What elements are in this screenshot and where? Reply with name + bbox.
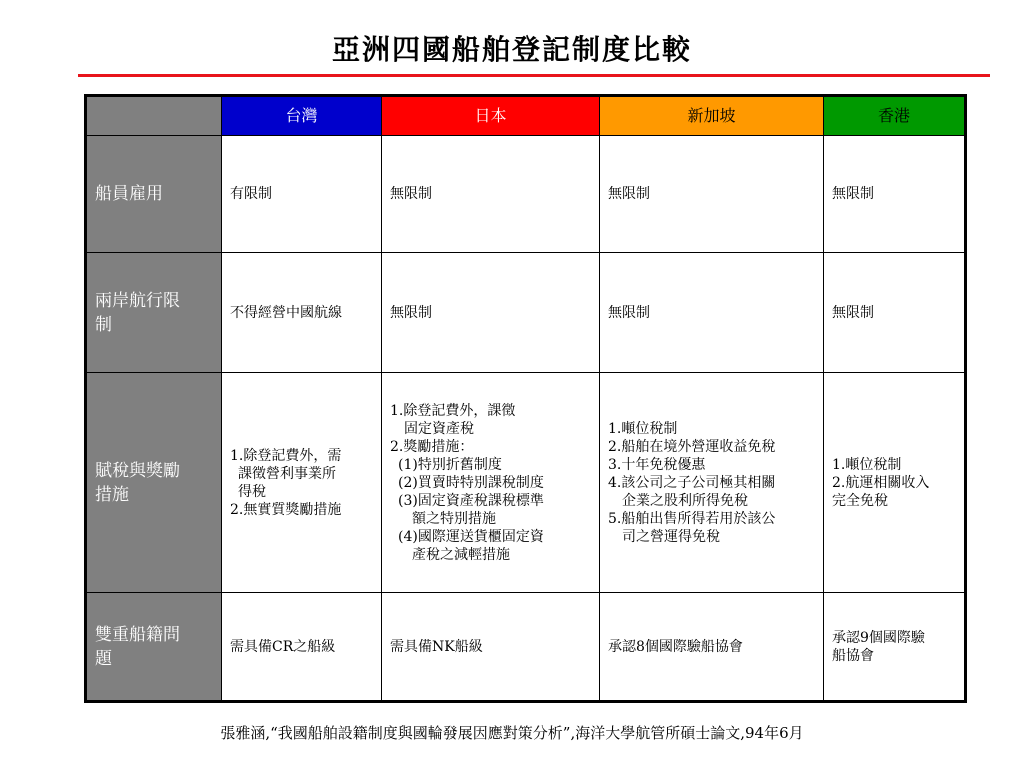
cell-taiwan: 需具備CR之船級 [222, 593, 382, 702]
cell-hongkong [824, 373, 966, 593]
cell-line: 產稅之減輕措施 [412, 546, 510, 563]
cell-line: (2)買賣時特別課稅制度 [398, 474, 544, 491]
row-label-line: 措施 [95, 484, 129, 505]
row-label-dual-registry [86, 593, 222, 702]
row-label-line: 賦稅與獎勵 [95, 460, 180, 481]
cell-line: 1.除登記費外，課徵 [390, 402, 516, 419]
cell-japan: 無限制 [382, 253, 600, 373]
cell-line: 2.無實質獎勵措施 [230, 501, 342, 518]
cell-line: 5.船舶出售所得若用於該公 [608, 510, 776, 527]
cell-line: (4)國際運送貨櫃固定資 [398, 528, 544, 545]
row-label-line: 制 [95, 314, 112, 335]
header-row [86, 96, 966, 136]
cell-japan: 無限制 [382, 136, 600, 253]
cell-line: 1.噸位稅制 [832, 456, 902, 473]
cell-line: 完全免稅 [832, 492, 888, 509]
title-divider [78, 74, 990, 77]
cell-line: 1.噸位稅制 [608, 420, 678, 437]
cell-line: 司之營運得免稅 [622, 528, 720, 545]
row-label-cross-strait [86, 253, 222, 373]
cell-line: 3.十年免稅優惠 [608, 456, 706, 473]
row-label-line: 兩岸航行限 [95, 290, 180, 311]
cell-singapore: 無限制 [600, 253, 824, 373]
row-label-line: 雙重船籍問 [95, 624, 180, 645]
row-label-line: 題 [95, 648, 112, 669]
table-row [86, 593, 966, 702]
cell-singapore: 承認8個國際驗船協會 [600, 593, 824, 702]
cell-line: 固定資產稅 [404, 420, 474, 437]
cell-japan [382, 373, 600, 593]
header-japan: 日本 [382, 96, 600, 136]
cell-line: (1)特別折舊制度 [398, 456, 502, 473]
cell-hongkong [824, 593, 966, 702]
cell-line: 船協會 [832, 647, 874, 664]
cell-line: 1.除登記費外，需 [230, 447, 342, 464]
header-corner [86, 96, 222, 136]
cell-line: 2.獎勵措施： [390, 438, 474, 455]
cell-line: 得稅 [238, 483, 266, 500]
cell-taiwan: 有限制 [222, 136, 382, 253]
table-row [86, 373, 966, 593]
cell-line: 4.該公司之子公司極其相關 [608, 474, 776, 491]
cell-line: 2.航運相關收入 [832, 474, 930, 491]
cell-hongkong: 無限制 [824, 253, 966, 373]
cell-taiwan: 不得經營中國航線 [222, 253, 382, 373]
header-singapore: 新加坡 [600, 96, 824, 136]
cell-japan: 需具備NK船級 [382, 593, 600, 702]
cell-hongkong: 無限制 [824, 136, 966, 253]
row-label-crew-employment: 船員雇用 [86, 136, 222, 253]
cell-line: 課徵營利事業所 [238, 465, 336, 482]
table-row [86, 136, 966, 253]
comparison-table [84, 94, 967, 703]
page-title: 亞洲四國船舶登記制度比較 [331, 33, 692, 66]
cell-line: 2.船舶在境外營運收益免稅 [608, 438, 776, 455]
header-taiwan: 台灣 [222, 96, 382, 136]
cell-line: 承認9個國際驗 [832, 629, 925, 646]
row-label-tax-incentives [86, 373, 222, 593]
cell-line: 企業之股利所得免稅 [622, 492, 748, 509]
cell-line: (3)固定資產稅課稅標準 [398, 492, 544, 509]
cell-singapore: 無限制 [600, 136, 824, 253]
header-hongkong: 香港 [824, 96, 966, 136]
cell-taiwan [222, 373, 382, 593]
cell-line: 額之特別措施 [412, 510, 496, 527]
cell-singapore [600, 373, 824, 593]
citation-footer: 張雅涵,“我國船舶設籍制度與國輪發展因應對策分析”,海洋大學航管所碩士論文,94年6月 [220, 724, 804, 742]
table-row [86, 253, 966, 373]
